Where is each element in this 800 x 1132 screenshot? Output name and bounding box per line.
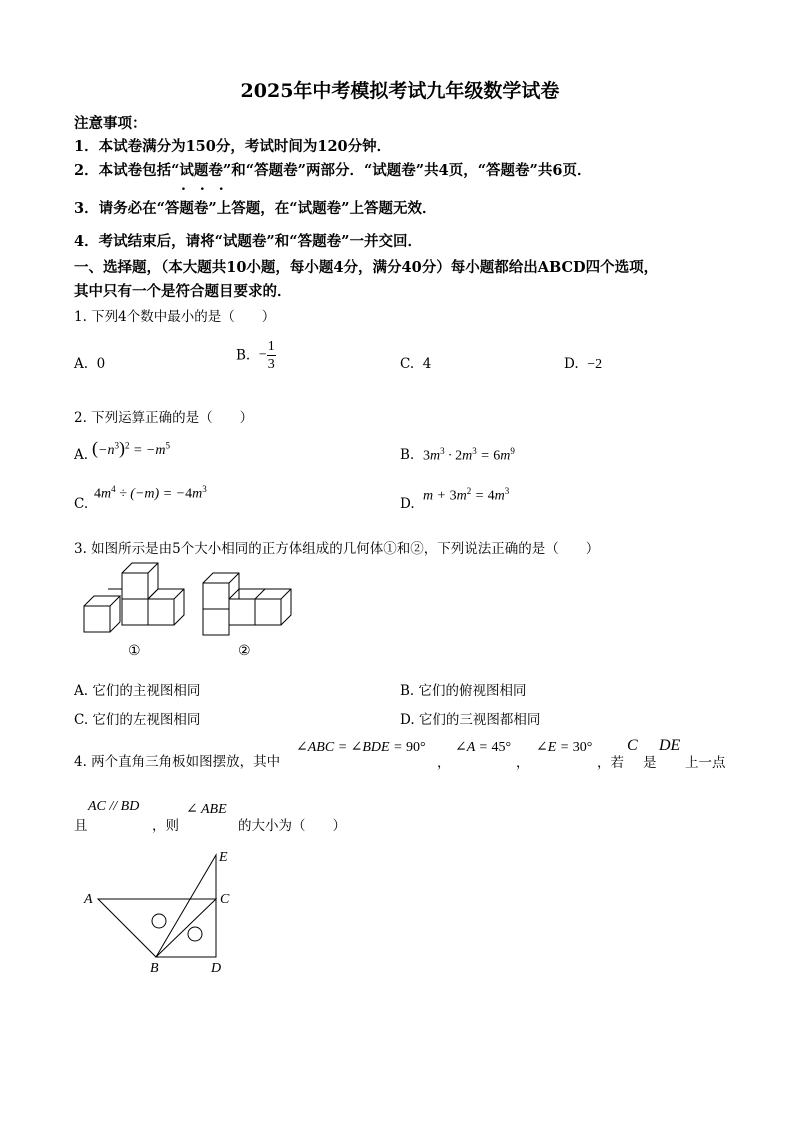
q4-angle-abe: ∠ ABE: [186, 802, 227, 817]
q2-option-a-expression: $(-n^3)^2 = -m^5$: [92, 438, 170, 458]
q1-c-label: C.: [400, 356, 415, 372]
note-item-3: 3．请务必在“答题卷”上答题，在“试题卷”上答题无效．: [74, 200, 437, 217]
q4-ruo: ，若: [597, 755, 624, 771]
q4-angle-e: ∠E = 30°: [536, 740, 593, 755]
q1-stem: 1. 下列4个数中最小的是（ ）: [74, 309, 276, 325]
q1-b-numerator: 1: [267, 339, 275, 354]
notes-heading: 注意事项：: [74, 115, 147, 132]
q1-b-label: B.: [236, 347, 251, 364]
q4-label-d: D: [211, 961, 222, 976]
q1-option-d: [564, 356, 602, 373]
section-heading-line2: 其中只有一个是符合题目要求的．: [74, 283, 292, 300]
q1-b-sign: −: [258, 347, 267, 363]
q4-ze: ，则: [152, 818, 179, 834]
q1-d-value: −2: [587, 357, 603, 372]
q1-b-fraction: [267, 338, 276, 373]
q4-parallel: AC // BD: [88, 799, 140, 814]
q4-angle-equation: ∠ABC = ∠BDE = 90°: [296, 740, 426, 755]
q1-a-value: 0: [96, 356, 106, 372]
q1-c-value: 4: [422, 356, 432, 372]
q3-solid-1: [84, 563, 184, 632]
note-item-1: 1．本试卷满分为150分，考试时间为120分钟．: [74, 138, 392, 155]
q3-option-b: B. 它们的俯视图相同: [400, 683, 527, 699]
q1-d-label: D.: [564, 356, 579, 372]
q2-c-label: C.: [74, 496, 89, 512]
q4-figure: [80, 845, 250, 977]
q3-option-a: A. 它们的主视图相同: [74, 683, 201, 699]
q1-b-denominator: 3: [267, 357, 275, 372]
q2-b-label: B.: [400, 447, 415, 463]
note-item-4: 4．考试结束后，请将“试题卷”和“答题卷”一并交回．: [74, 233, 422, 250]
q3-fig1-label: ①: [128, 644, 141, 659]
q4-hole-1: [152, 914, 166, 928]
q2-option-c-expression: $4m^4 \div (-m) = -4m^3$: [94, 484, 207, 502]
q3-solid-2: [203, 573, 291, 635]
emphasis-dots: ...: [181, 178, 238, 194]
q2-option-d-expression: $m + 3m^2 = 4m^3$: [423, 486, 510, 504]
q4-hole-2: [188, 927, 202, 941]
q2-option-b-expression: $3m^3 \cdot 2m^3 = 6m^9$: [423, 446, 515, 464]
q4-comma-1: ，: [437, 755, 451, 771]
q4-label-a: A: [84, 892, 93, 907]
q4-label-e: E: [219, 850, 228, 865]
q1-a-label: A.: [74, 356, 89, 372]
q1-option-b: [236, 338, 276, 373]
q4-shang: 上一点: [685, 755, 726, 771]
q2-a-label: A.: [74, 447, 89, 463]
q4-segment-de: DE: [659, 737, 681, 754]
q4-daxiao: 的大小为（ ）: [238, 818, 346, 834]
q2-stem: 2. 下列运算正确的是（ ）: [74, 410, 254, 426]
q4-label-b: B: [150, 961, 159, 976]
q1-option-c: [400, 356, 431, 372]
q3-figure: [70, 556, 320, 666]
q3-option-c: C. 它们的左视图相同: [74, 712, 201, 728]
q4-label-c: C: [220, 892, 230, 907]
q3-option-d: D. 它们的三视图都相同: [400, 712, 541, 728]
q2-d-label: D.: [400, 496, 415, 512]
page-title: 2025年中考模拟考试九年级数学试卷: [240, 80, 560, 102]
q3-stem: 3. 如图所示是由5个大小相同的正方体组成的几何体①和②，下列说法正确的是（ ）: [74, 541, 600, 557]
q4-comma-2: ，: [516, 755, 530, 771]
note-item-2: 2．本试卷包括“试题卷”和“答题卷”两部分．“试题卷”共4页，“答题卷”共6页．: [74, 162, 592, 179]
q4-shi: 是: [643, 755, 657, 771]
q4-point-c: C: [627, 737, 638, 754]
q4-triangle-bde: [156, 855, 216, 957]
q4-angle-a: ∠A = 45°: [455, 740, 512, 755]
section-heading-line1: 一、选择题，（本大题共10小题，每小题4分，满分40分）每小题都给出ABCD四个选项，: [74, 259, 659, 276]
q1-option-a: [74, 356, 105, 372]
q3-fig2-label: ②: [238, 644, 251, 659]
q4-stem-start: 4. 两个直角三角板如图摆放，其中: [74, 754, 281, 770]
q4-qie: 且: [74, 818, 88, 834]
